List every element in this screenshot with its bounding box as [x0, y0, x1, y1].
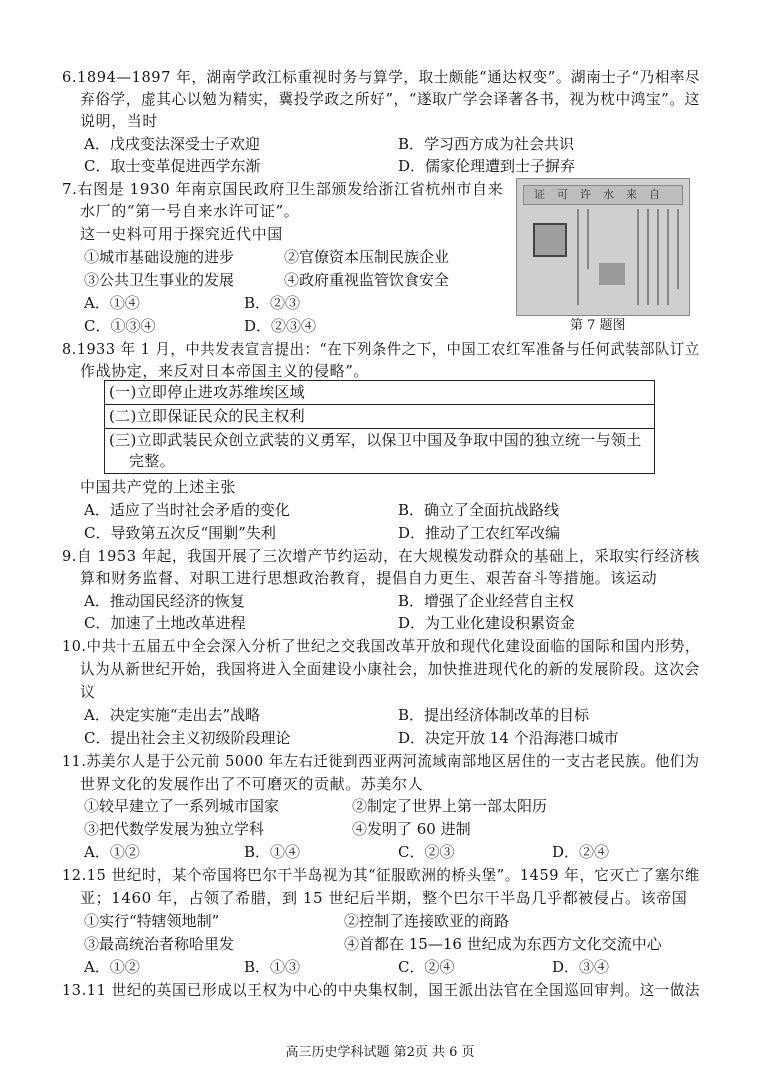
q7-item-4: ④政府重视监管饮食安全	[284, 271, 450, 289]
q8-option-c: C．导致第五次反“围剿”失利	[84, 524, 276, 542]
q8-condition-1: (一)立即停止进攻苏维埃区域	[105, 381, 655, 405]
q12-option-d: D．③④	[552, 958, 610, 976]
q7-item-3: ③公共卫生事业的发展	[84, 271, 235, 289]
q7-option-b: B．②③	[244, 294, 301, 312]
q13-line-1: 13.11 世纪的英国已形成以王权为中心的中央集权制，国王派出法官在全国巡回审判。这一做法	[62, 981, 700, 999]
q12-option-b: B．①③	[244, 958, 301, 976]
page-footer: 高三历史学科试题 第2页 共 6 页	[285, 1045, 475, 1060]
q11-option-d: D．②④	[552, 843, 610, 861]
q10-line-2: 认为从新世纪开始，我国将进入全面建设小康社会，加快推进现代化的新的发展阶段。这次会	[80, 660, 700, 678]
q10-option-c: C．提出社会主义初级阶段理论	[84, 729, 291, 747]
q12-item-1: ①实行“特辖领地制”	[84, 912, 220, 930]
q8-option-a: A．适应了当时社会矛盾的变化	[84, 501, 290, 519]
license-seal	[599, 263, 625, 285]
q9-option-c: C．加速了土地改革进程	[84, 614, 246, 632]
q7-line-1: 7.右图是 1930 年南京国民政府卫生部颁发给浙江省杭州市自来	[62, 180, 504, 198]
q6-option-d: D．儒家伦理遭到士子摒弃	[398, 157, 576, 175]
figure-caption: 第 7 题图	[570, 318, 626, 333]
q6-line-1: 6.1894—1897 年，湖南学政江标重视时务与算学，取士颇能“通达权变”。湖南士子“乃相率尽	[62, 68, 701, 86]
q6-line-2: 弃俗学，虚其心以勉为精实，冀投学政之所好”，“遂取广学会译著各书，视为枕中鸿宝”。这	[80, 90, 700, 108]
water-license-photo	[516, 178, 690, 316]
q7-option-d: D．②③④	[244, 317, 317, 335]
q11-option-a: A．①②	[84, 843, 140, 861]
q8-line-1: 8.1933 年 1 月，中共发表宣言提出：“在下列条件之下，中国工农红军准备与任何武装部队订立	[62, 340, 700, 358]
q11-option-c: C．②③	[398, 843, 455, 861]
q11-item-1: ①较早建立了一系列城市国家	[84, 797, 280, 815]
q8-option-d: D．推动了工农红军改编	[398, 524, 561, 542]
q8-line-2: 作战协定，来反对日本帝国主义的侵略”。	[80, 362, 370, 380]
q9-option-a: A．推动国民经济的恢复	[84, 592, 245, 610]
q12-option-a: A．①②	[84, 958, 140, 976]
q11-item-2: ②制定了世界上第一部太阳历	[352, 797, 548, 815]
q6-option-c: C．取士变革促进西学东渐	[84, 157, 261, 175]
q8-conditions-table	[104, 380, 655, 474]
q12-item-2: ②控制了连接欧亚的商路	[344, 912, 510, 930]
q7-line-2: 水厂的“第一号自来水许可证”。	[80, 202, 300, 220]
q7-option-a: A．①④	[84, 294, 140, 312]
q11-item-4: ④发明了 60 进制	[352, 820, 471, 838]
q11-option-b: B．①④	[244, 843, 301, 861]
q12-item-4: ④首都在 15—16 世纪成为东西方文化交流中心	[344, 935, 662, 953]
q8-after-text: 中国共产党的上述主张	[80, 478, 237, 496]
q11-line-1: 11.苏美尔人是于公元前 5000 年左右迁徙到西亚两河流域南部地区居住的一支古老民族。他们为	[62, 752, 700, 770]
q10-option-a: A．决定实施“走出去”战略	[84, 706, 261, 724]
q7-option-c: C．①③④	[84, 317, 156, 335]
q11-item-3: ③把代数学发展为独立学科	[84, 820, 265, 838]
license-header-text: 证可许水来自	[523, 185, 683, 205]
q7-item-2: ②官僚资本压制民族企业	[284, 248, 450, 266]
q8-option-b: B．确立了全面抗战路线	[398, 501, 560, 519]
q12-line-2: 亚；1460 年，占领了希腊，到 15 世纪后半期，整个巴尔干半岛几乎都被侵占。该帝国	[80, 889, 688, 907]
q10-option-b: B．提出经济体制改革的目标	[398, 706, 590, 724]
q12-line-1: 12.15 世纪时，某个帝国将巴尔干半岛视为其“征服欧洲的桥头堡”。1459 年，它灭亡了塞尔维	[62, 866, 701, 884]
q9-line-1: 9.自 1953 年起，我国开展了三次增产节约运动，在大规模发动群众的基础上，采取实行经济核	[62, 547, 700, 565]
q8-condition-3: (三)立即武装民众创立武装的义勇军，以保卫中国及争取中国的独立统一与领土 完整。	[105, 429, 655, 474]
q9-line-2: 算和财务监督、对职工进行思想政治教育，提倡自力更生、艰苦奋斗等措施。该运动	[80, 569, 658, 587]
q12-item-3: ③最高统治者称哈里发	[84, 935, 235, 953]
q7-item-1: ①城市基础设施的进步	[84, 248, 235, 266]
q12-option-c: C．②④	[398, 958, 455, 976]
q6-option-a: A．戊戌变法深受士子欢迎	[84, 135, 260, 153]
q9-option-d: D．为工业化建设积累资金	[398, 614, 576, 632]
q6-line-3: 说明，当时	[80, 112, 159, 130]
q10-line-3: 议	[80, 683, 96, 701]
q6-option-b: B．学习西方成为社会共识	[398, 135, 575, 153]
q9-option-b: B．增强了企业经营自主权	[398, 592, 575, 610]
q10-option-d: D．决定开放 14 个沿海港口城市	[398, 729, 619, 747]
q11-line-2: 世界文化的发展作出了不可磨灭的贡献。苏美尔人	[80, 775, 424, 793]
license-stamp	[533, 223, 567, 257]
q7-line-3: 这一史料可用于探究近代中国	[80, 225, 283, 243]
q10-line-1: 10.中共十五届五中全会深入分析了世纪之交我国改革开放和现代化建设面临的国际和国内形势，	[62, 637, 700, 655]
q8-condition-2: (二)立即保证民众的民主权利	[105, 405, 655, 429]
